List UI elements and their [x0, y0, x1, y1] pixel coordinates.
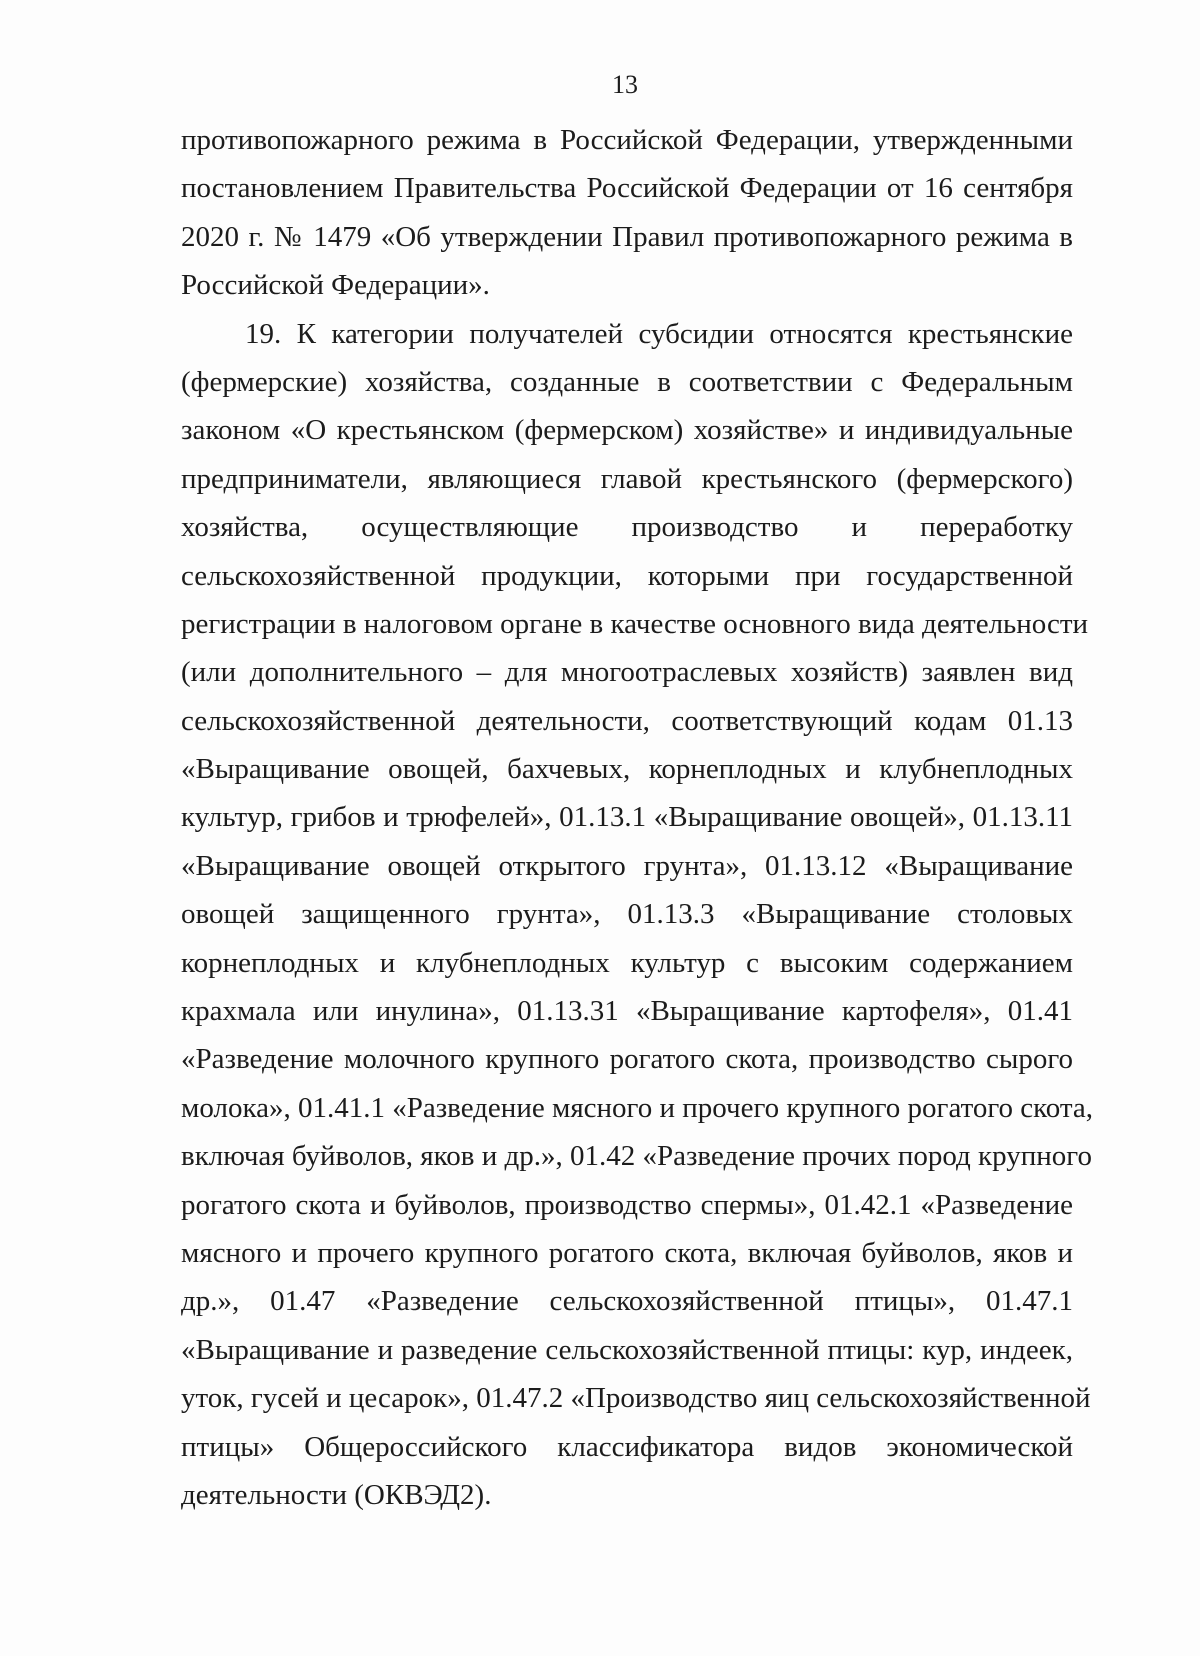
text-line: уток, гусей и цесарок», 01.47.2 «Производство яиц сельскохозяйственной [181, 1382, 1091, 1415]
text-line: постановлением Правительства Российской Федерации от 16 сентября [181, 172, 1073, 205]
text-line: птицы» Общероссийского классификатора видов экономической [181, 1430, 1073, 1463]
paragraph-end-line: Российской Федерации». [181, 269, 490, 302]
text-line: «Выращивание овощей, бахчевых, корнеплодных и клубнеплодных [181, 753, 1073, 786]
text-line: предприниматели, являющиеся главой крестьянского (фермерского) [181, 462, 1073, 495]
body-text [181, 116, 1094, 1519]
paragraph-19-first-line: 19. К категории получателей субсидии относятся крестьянские [245, 317, 1073, 350]
text-line: молока», 01.41.1 «Разведение мясного и прочего крупного рогатого скота, [181, 1091, 1094, 1124]
text-line: противопожарного режима в Российской Федерации, утвержденными [181, 124, 1073, 156]
text-line: «Выращивание овощей открытого грунта», 01.13.12 «Выращивание [181, 849, 1073, 882]
text-line: корнеплодных и клубнеплодных культур с высоким содержанием [181, 946, 1073, 979]
paragraph-end-line: деятельности (ОКВЭД2). [181, 1478, 492, 1511]
text-line: мясного и прочего крупного рогатого скота, включая буйволов, яков и [181, 1236, 1073, 1269]
text-line: 2020 г. № 1479 «Об утверждении Правил противопожарного режима в [181, 220, 1073, 253]
text-line: крахмала или инулина», 01.13.31 «Выращивание картофеля», 01.41 [181, 995, 1073, 1028]
text-line: «Разведение молочного крупного рогатого скота, производство сырого [181, 1043, 1073, 1076]
text-line: законом «О крестьянском (фермерском) хозяйстве» и индивидуальные [181, 414, 1073, 447]
page-number: 13 [612, 70, 638, 99]
text-line: сельскохозяйственной продукции, которыми при государственной [181, 559, 1073, 592]
text-line: регистрации в налоговом органе в качестве основного вида деятельности [181, 607, 1089, 640]
text-line: (фермерские) хозяйства, созданные в соответствии с Федеральным [181, 365, 1073, 398]
text-line: включая буйволов, яков и др.», 01.42 «Разведение прочих пород крупного [181, 1140, 1092, 1173]
text-line: овощей защищенного грунта», 01.13.3 «Выращивание столовых [181, 898, 1073, 931]
text-line: культур, грибов и трюфелей», 01.13.1 «Выращивание овощей», 01.13.11 [181, 801, 1073, 834]
text-line: (или дополнительного – для многоотраслевых хозяйств) заявлен вид [181, 656, 1073, 689]
text-line: др.», 01.47 «Разведение сельскохозяйственной птицы», 01.47.1 [181, 1285, 1073, 1318]
text-line: хозяйства, осуществляющие производство и переработку [181, 511, 1073, 544]
text-line: сельскохозяйственной деятельности, соответствующий кодам 01.13 [181, 704, 1073, 737]
text-line: рогатого скота и буйволов, производство спермы», 01.42.1 «Разведение [181, 1188, 1073, 1221]
text-line: «Выращивание и разведение сельскохозяйственной птицы: кур, индеек, [181, 1333, 1073, 1366]
